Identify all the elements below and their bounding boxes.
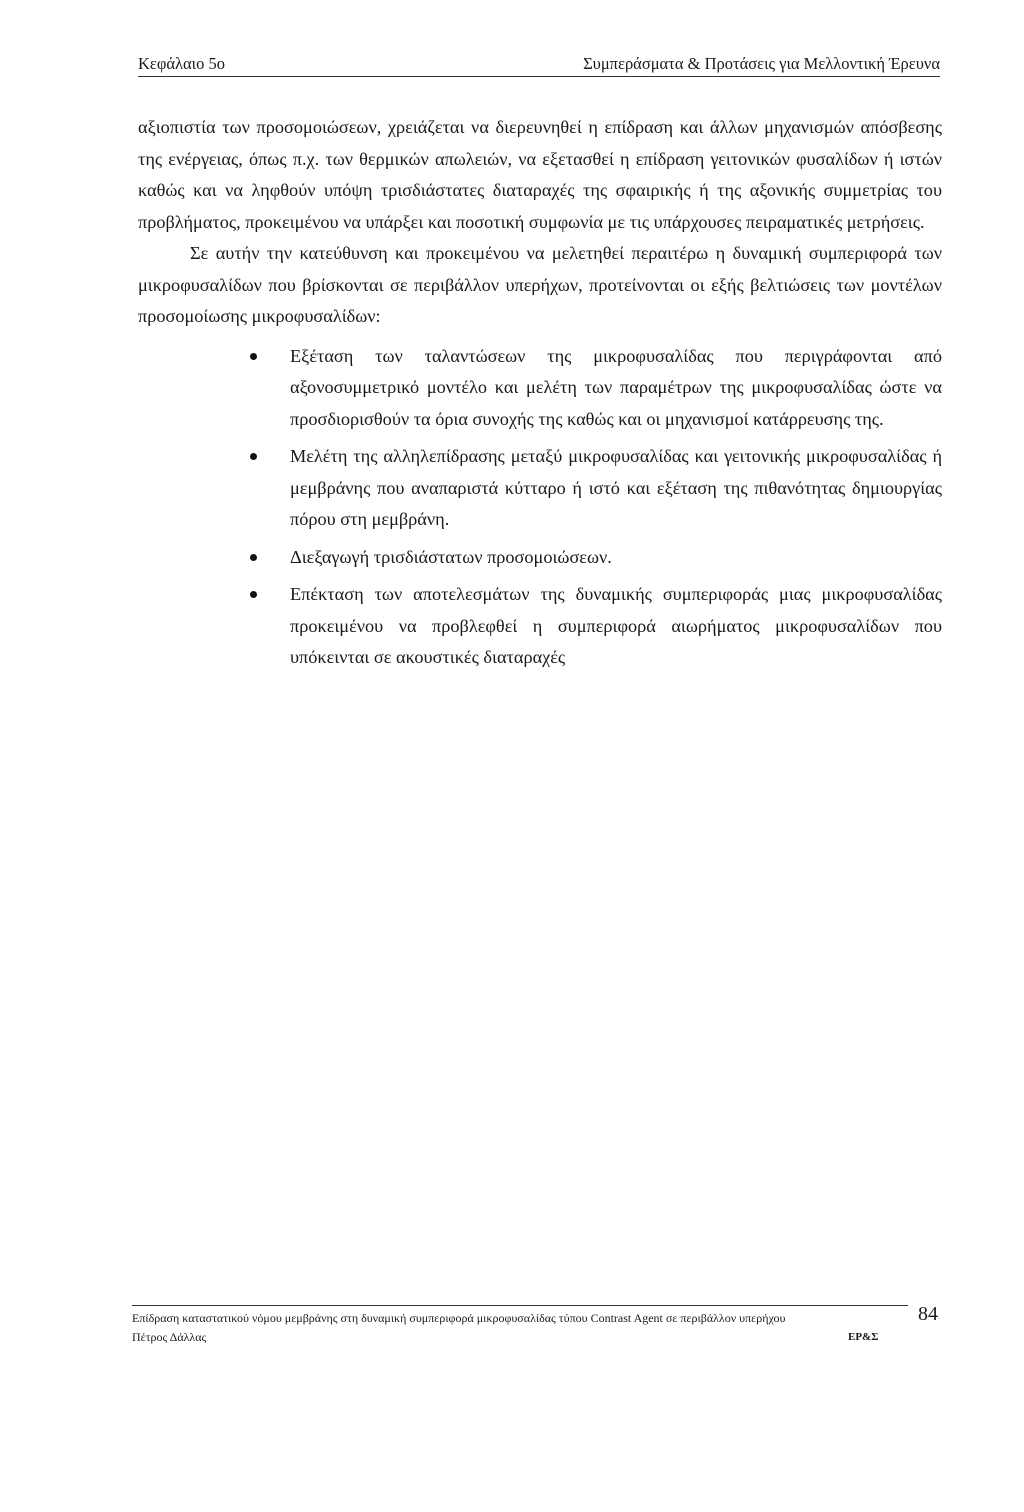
list-item-text: Επέκταση των αποτελεσμάτων της δυναμικής συμπεριφοράς μιας μικροφυσαλίδας προκειμένου να προβλεφθεί η συμπεριφορά αιωρήματος μικροφυσαλίδων που υπόκεινται σε ακουστικές διαταραχές — [290, 584, 942, 667]
footer-author: Πέτρος Δάλλας — [132, 1330, 207, 1344]
paragraph-continuation: αξιοπιστία των προσομοιώσεων, χρειάζεται να διερευνηθεί η επίδραση και άλλων μηχανισμών απόσβεσης της ενέργειας, όπως π.χ. των θερμικών απωλειών, να εξετασθεί η επίδραση γειτονικών φυσαλίδων ή ιστών καθώς και να ληφθούν υπόψη τρισδιάστατες διαταραχές της σφαιρικής ή της αξονικής συμμετρίας του προβλήματος, προκειμένου να υπάρξει και ποσοτική συμφωνία με τις υπάρχουσες πειραματικές μετρήσεις. — [138, 117, 942, 232]
header-chapter: Κεφάλαιο 5ο — [138, 54, 225, 73]
proposals-list — [138, 341, 942, 674]
bullet-icon — [250, 554, 257, 561]
header-section: Συμπεράσματα & Προτάσεις για Μελλοντική Έρευνα — [583, 54, 940, 73]
list-item — [138, 542, 942, 574]
list-item-text: Διεξαγωγή τρισδιάστατων προσομοιώσεων. — [290, 546, 612, 567]
page-number: 84 — [918, 1303, 938, 1325]
list-item-text: Μελέτη της αλληλεπίδρασης μεταξύ μικροφυσαλίδας και γειτονικής μικροφυσαλίδας ή μεμβράνης που αναπαριστά κύτταρο ή ιστό και εξέταση της πιθανότητας δημιουργίας πόρου στη μεμβράνη. — [290, 446, 942, 529]
footer-department: ΕΡ&Σ — [848, 1331, 879, 1343]
bullet-icon — [250, 453, 257, 460]
list-item — [138, 441, 942, 536]
bullet-icon — [250, 591, 257, 598]
footer-divider — [132, 1305, 908, 1306]
list-item — [138, 579, 942, 674]
body-text — [138, 112, 942, 680]
page-header — [138, 52, 940, 77]
list-item — [138, 341, 942, 436]
footer-thesis-title: Επίδραση καταστατικού νόμου μεμβράνης στη δυναμική συμπεριφορά μικροφυσαλίδας τύπου Contrast Agent σε περιβάλλον υπερήχου — [132, 1311, 786, 1325]
list-item-text: Εξέταση των ταλαντώσεων της μικροφυσαλίδας που περιγράφονται από αξονοσυμμετρικό μοντέλο και μελέτη των παραμέτρων της μικροφυσαλίδας ώστε να προσδιορισθούν τα όρια συνοχής της καθώς και οι μηχανισμοί κατάρρευσης της. — [290, 345, 942, 429]
bullet-icon — [250, 353, 257, 360]
paragraph-proposals-intro: Σε αυτήν την κατεύθυνση και προκειμένου να μελετηθεί περαιτέρω η δυναμική συμπεριφορά των μικροφυσαλίδων που βρίσκονται σε περιβάλλον υπερήχων, προτείνονται οι εξής βελτιώσεις των μοντέλων προσομοίωσης μικροφυσαλίδων: — [138, 243, 942, 326]
